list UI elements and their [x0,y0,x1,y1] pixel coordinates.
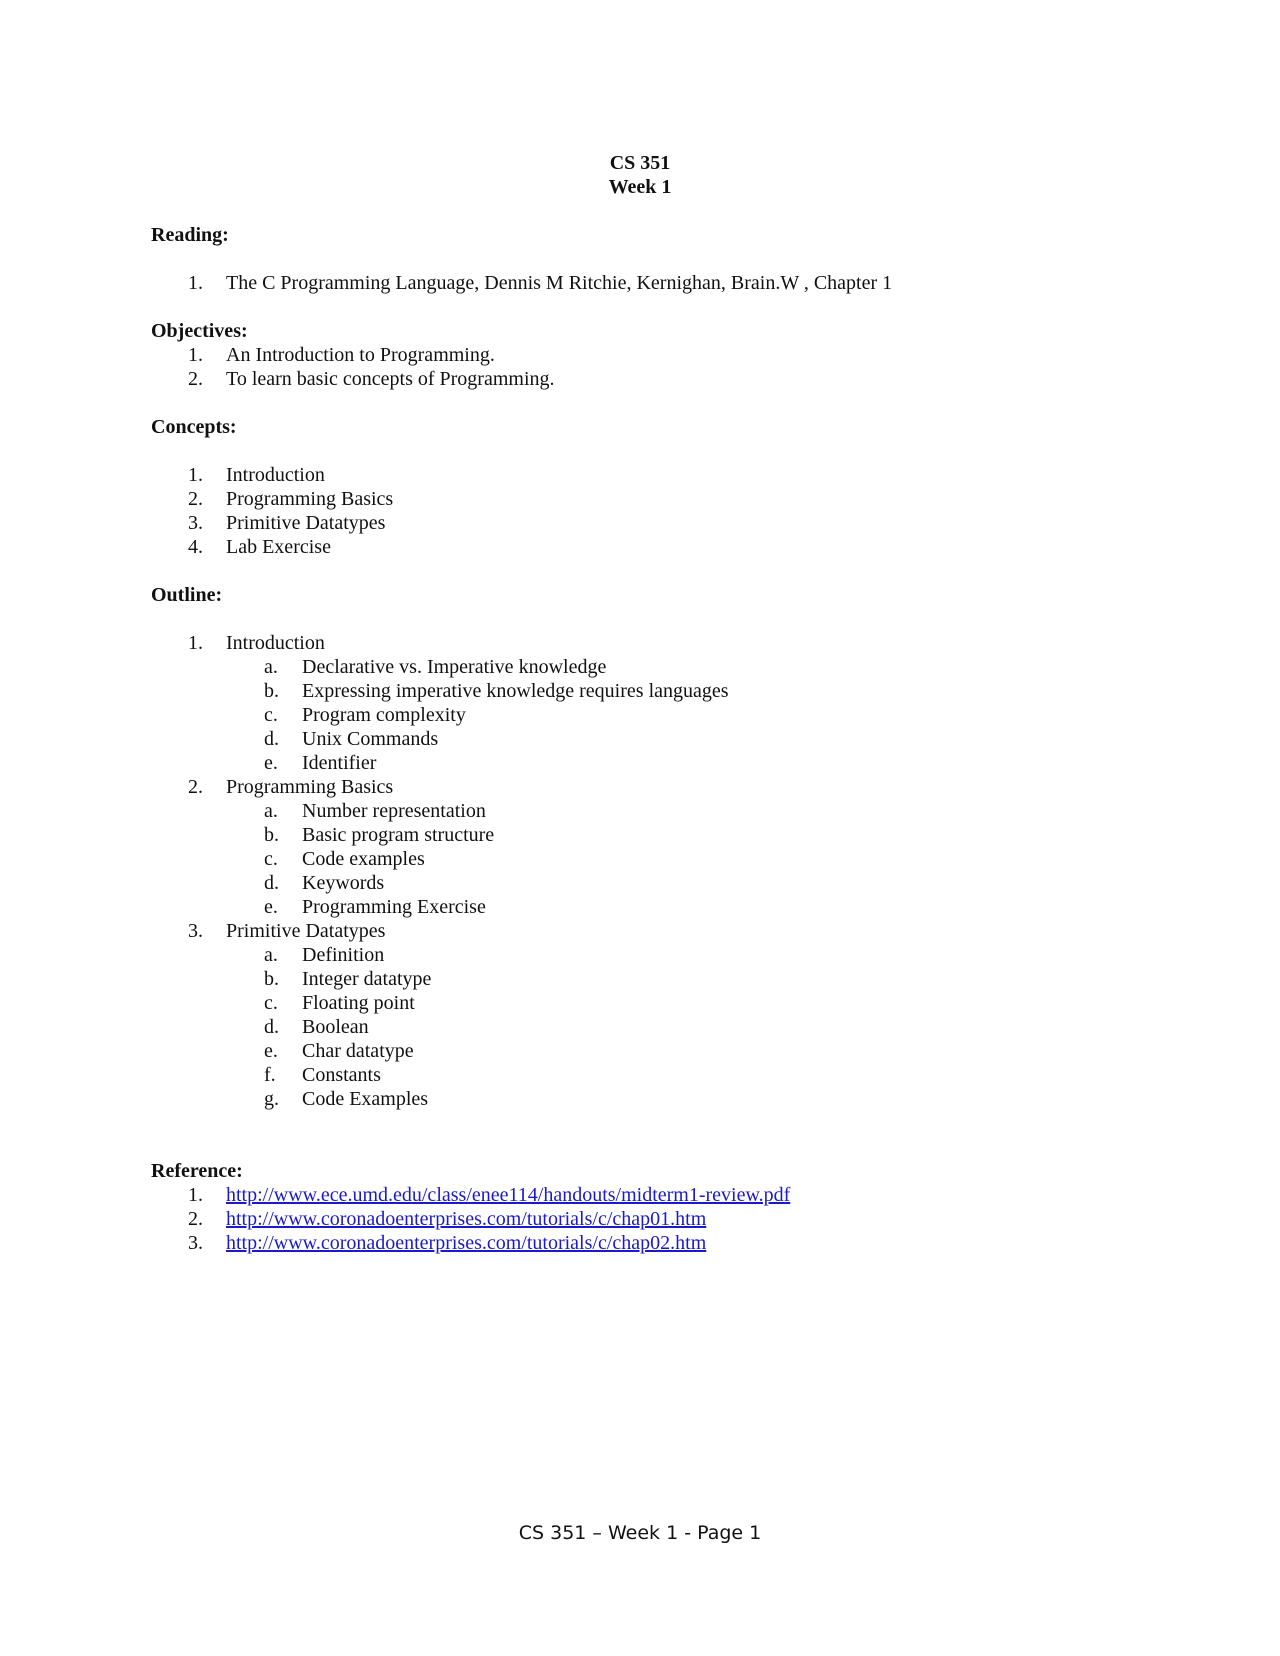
reference-heading: Reference: [151,1160,243,1182]
outline-subitem-letter: d. [264,728,279,750]
outline-subitem-text: Boolean [302,1016,369,1038]
reference-link[interactable]: http://www.ece.umd.edu/class/enee114/handouts/midterm1-review.pdf [226,1184,791,1206]
outline-item-number: 1. [188,632,203,654]
reading-item-number: 1. [188,272,203,294]
outline-subitem-text: Code examples [302,848,425,870]
reference-number: 2. [188,1208,203,1230]
objectives-heading: Objectives: [151,320,248,342]
outline-subitem-letter: f. [264,1064,276,1086]
outline-subitem-letter: e. [264,752,278,774]
outline-subitem-letter: a. [264,800,278,822]
outline-subitem-letter: g. [264,1088,279,1110]
outline-subitem-letter: d. [264,872,279,894]
reading-heading: Reading: [151,224,229,246]
outline-subitem-text: Expressing imperative knowledge requires languages [302,680,729,702]
objective-number: 2. [188,368,203,390]
outline-subitem-letter: b. [264,968,279,990]
outline-subitem-letter: e. [264,1040,278,1062]
outline-subitem-text: Keywords [302,872,385,894]
outline-item-text: Introduction [226,632,325,654]
outline-subitem-text: Definition [302,944,385,966]
reference-link[interactable]: http://www.coronadoenterprises.com/tutorials/c/chap02.htm [226,1232,707,1254]
reference-number: 1. [188,1184,203,1206]
outline-subitem-text: Identifier [302,752,377,774]
concept-number: 1. [188,464,203,486]
outline-subitem-letter: e. [264,896,278,918]
concept-number: 4. [188,536,203,558]
course-title: CS 351 [609,152,671,174]
objective-text: An Introduction to Programming. [226,344,495,366]
concept-text: Introduction [226,464,325,486]
concept-number: 2. [188,488,203,510]
outline-subitem-text: Integer datatype [302,968,432,990]
concepts-heading: Concepts: [151,416,237,438]
reading-item-text: The C Programming Language, Dennis M Ritchie, Kernighan, Brain.W , Chapter 1 [226,272,893,294]
outline-subitem-letter: a. [264,656,278,678]
outline-subitem-text: Code Examples [302,1088,429,1110]
outline-item-number: 3. [188,920,203,942]
concept-text: Lab Exercise [226,536,331,558]
objective-number: 1. [188,344,203,366]
outline-subitem-text: Char datatype [302,1040,414,1062]
outline-subitem-text: Basic program structure [302,824,495,846]
outline-subitem-letter: a. [264,944,278,966]
concept-text: Primitive Datatypes [226,512,386,534]
objective-text: To learn basic concepts of Programming. [226,368,555,390]
outline-subitem-text: Number representation [302,800,486,822]
concept-text: Programming Basics [226,488,394,510]
outline-subitem-letter: d. [264,1016,279,1038]
outline-subitem-text: Declarative vs. Imperative knowledge [302,656,607,678]
outline-item-text: Programming Basics [226,776,394,798]
outline-item-number: 2. [188,776,203,798]
outline-subitem-text: Program complexity [302,704,466,726]
week-title: Week 1 [608,176,672,198]
outline-subitem-text: Floating point [302,992,415,1014]
page-footer: CS 351 – Week 1 - Page 1 [518,1522,762,1544]
outline-subitem-text: Unix Commands [302,728,439,750]
concept-number: 3. [188,512,203,534]
outline-subitem-letter: c. [264,704,278,726]
reference-link[interactable]: http://www.coronadoenterprises.com/tutorials/c/chap01.htm [226,1208,707,1230]
outline-subitem-letter: c. [264,848,278,870]
outline-subitem-text: Constants [302,1064,381,1086]
outline-subitem-letter: b. [264,824,279,846]
outline-subitem-letter: b. [264,680,279,702]
outline-subitem-letter: c. [264,992,278,1014]
outline-heading: Outline: [151,584,223,606]
reference-number: 3. [188,1232,203,1254]
outline-subitem-text: Programming Exercise [302,896,486,918]
outline-item-text: Primitive Datatypes [226,920,386,942]
